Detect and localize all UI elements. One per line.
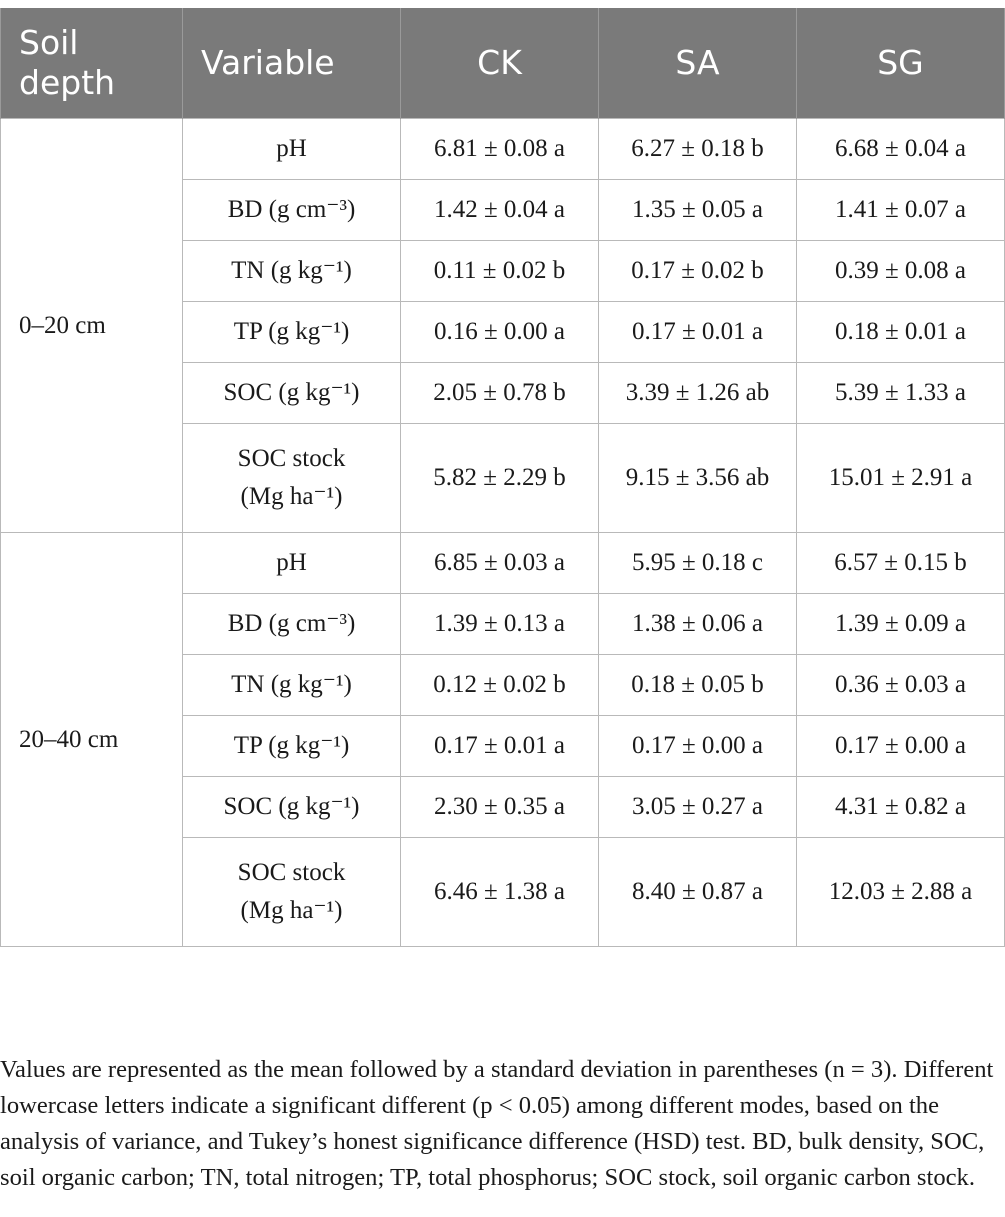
- ck-value-cell: 0.12 ± 0.02 b: [401, 655, 599, 716]
- ck-value-cell: 0.16 ± 0.00 a: [401, 302, 599, 363]
- variable-label: pH: [276, 549, 307, 576]
- variable-cell: [183, 655, 401, 716]
- sa-value-cell: 9.15 ± 3.56 ab: [599, 424, 797, 533]
- ck-value-cell: 0.17 ± 0.01 a: [401, 716, 599, 777]
- soil-depth-cell: 20–40 cm: [1, 533, 183, 947]
- variable-label: SOC (g kg⁻¹): [223, 379, 360, 406]
- sa-value-cell: 3.05 ± 0.27 a: [599, 777, 797, 838]
- variable-cell: [183, 777, 401, 838]
- variable-label: BD (g cm⁻³): [227, 610, 356, 637]
- sa-value-cell: 6.27 ± 0.18 b: [599, 119, 797, 180]
- variable-label: (Mg ha⁻¹): [240, 483, 343, 510]
- soil-depth-cell: 0–20 cm: [1, 119, 183, 533]
- header-sa: SA: [599, 8, 797, 119]
- sa-value-cell: 1.35 ± 0.05 a: [599, 180, 797, 241]
- variable-label: TN (g kg⁻¹): [231, 671, 352, 698]
- sa-value-cell: 0.17 ± 0.01 a: [599, 302, 797, 363]
- variable-cell: [183, 533, 401, 594]
- sa-value-cell: 8.40 ± 0.87 a: [599, 838, 797, 947]
- ck-value-cell: 6.46 ± 1.38 a: [401, 838, 599, 947]
- table-row: [1, 119, 1005, 180]
- variable-cell: [183, 119, 401, 180]
- header-variable: Variable: [183, 8, 401, 119]
- ck-value-cell: 0.11 ± 0.02 b: [401, 241, 599, 302]
- variable-cell: [183, 302, 401, 363]
- sa-value-cell: 1.38 ± 0.06 a: [599, 594, 797, 655]
- variable-cell: [183, 363, 401, 424]
- sg-value-cell: 6.68 ± 0.04 a: [797, 119, 1005, 180]
- variable-label: SOC stock: [237, 445, 346, 472]
- sa-value-cell: 3.39 ± 1.26 ab: [599, 363, 797, 424]
- ck-value-cell: 2.30 ± 0.35 a: [401, 777, 599, 838]
- variable-cell: [183, 838, 401, 947]
- ck-value-cell: 6.85 ± 0.03 a: [401, 533, 599, 594]
- sg-value-cell: 6.57 ± 0.15 b: [797, 533, 1005, 594]
- sg-value-cell: 4.31 ± 0.82 a: [797, 777, 1005, 838]
- variable-cell: [183, 424, 401, 533]
- table-header: [1, 8, 1005, 119]
- sg-value-cell: 0.17 ± 0.00 a: [797, 716, 1005, 777]
- variable-cell: [183, 594, 401, 655]
- variable-label: SOC stock: [237, 859, 346, 886]
- variable-label: BD (g cm⁻³): [227, 196, 356, 223]
- sa-value-cell: 0.17 ± 0.02 b: [599, 241, 797, 302]
- header-sg: SG: [797, 8, 1005, 119]
- variable-label: (Mg ha⁻¹): [240, 897, 343, 924]
- sg-value-cell: 15.01 ± 2.91 a: [797, 424, 1005, 533]
- soil-properties-table: [0, 8, 1005, 947]
- ck-value-cell: 5.82 ± 2.29 b: [401, 424, 599, 533]
- header-soil-depth: Soil depth: [1, 8, 183, 119]
- sa-value-cell: 0.18 ± 0.05 b: [599, 655, 797, 716]
- sg-value-cell: 1.39 ± 0.09 a: [797, 594, 1005, 655]
- sg-value-cell: 1.41 ± 0.07 a: [797, 180, 1005, 241]
- sg-value-cell: 0.18 ± 0.01 a: [797, 302, 1005, 363]
- sg-value-cell: 0.36 ± 0.03 a: [797, 655, 1005, 716]
- header-row: [1, 8, 1005, 119]
- variable-label: TN (g kg⁻¹): [231, 257, 352, 284]
- variable-cell: [183, 716, 401, 777]
- sa-value-cell: 0.17 ± 0.00 a: [599, 716, 797, 777]
- variable-label: TP (g kg⁻¹): [233, 318, 350, 345]
- table-row: [1, 533, 1005, 594]
- sg-value-cell: 12.03 ± 2.88 a: [797, 838, 1005, 947]
- sa-value-cell: 5.95 ± 0.18 c: [599, 533, 797, 594]
- ck-value-cell: 6.81 ± 0.08 a: [401, 119, 599, 180]
- sg-value-cell: 5.39 ± 1.33 a: [797, 363, 1005, 424]
- table-footnote: Values are represented as the mean followed by a standard deviation in parentheses (n = 3). Different lowercase letters indicate a significant different (p < 0.05) among different modes, based on the analysis of variance, and Tukey’s honest significance difference (HSD) test. BD, bulk density, SOC, soil organic carbon; TN, total nitrogen; TP, total phosphorus; SOC stock, soil organic carbon stock.: [0, 1055, 994, 1191]
- variable-label: pH: [276, 135, 307, 162]
- ck-value-cell: 1.42 ± 0.04 a: [401, 180, 599, 241]
- sg-value-cell: 0.39 ± 0.08 a: [797, 241, 1005, 302]
- variable-label: TP (g kg⁻¹): [233, 732, 350, 759]
- header-ck: CK: [401, 8, 599, 119]
- ck-value-cell: 2.05 ± 0.78 b: [401, 363, 599, 424]
- variable-label: SOC (g kg⁻¹): [223, 793, 360, 820]
- variable-cell: [183, 241, 401, 302]
- table-body: [1, 119, 1005, 947]
- variable-cell: [183, 180, 401, 241]
- ck-value-cell: 1.39 ± 0.13 a: [401, 594, 599, 655]
